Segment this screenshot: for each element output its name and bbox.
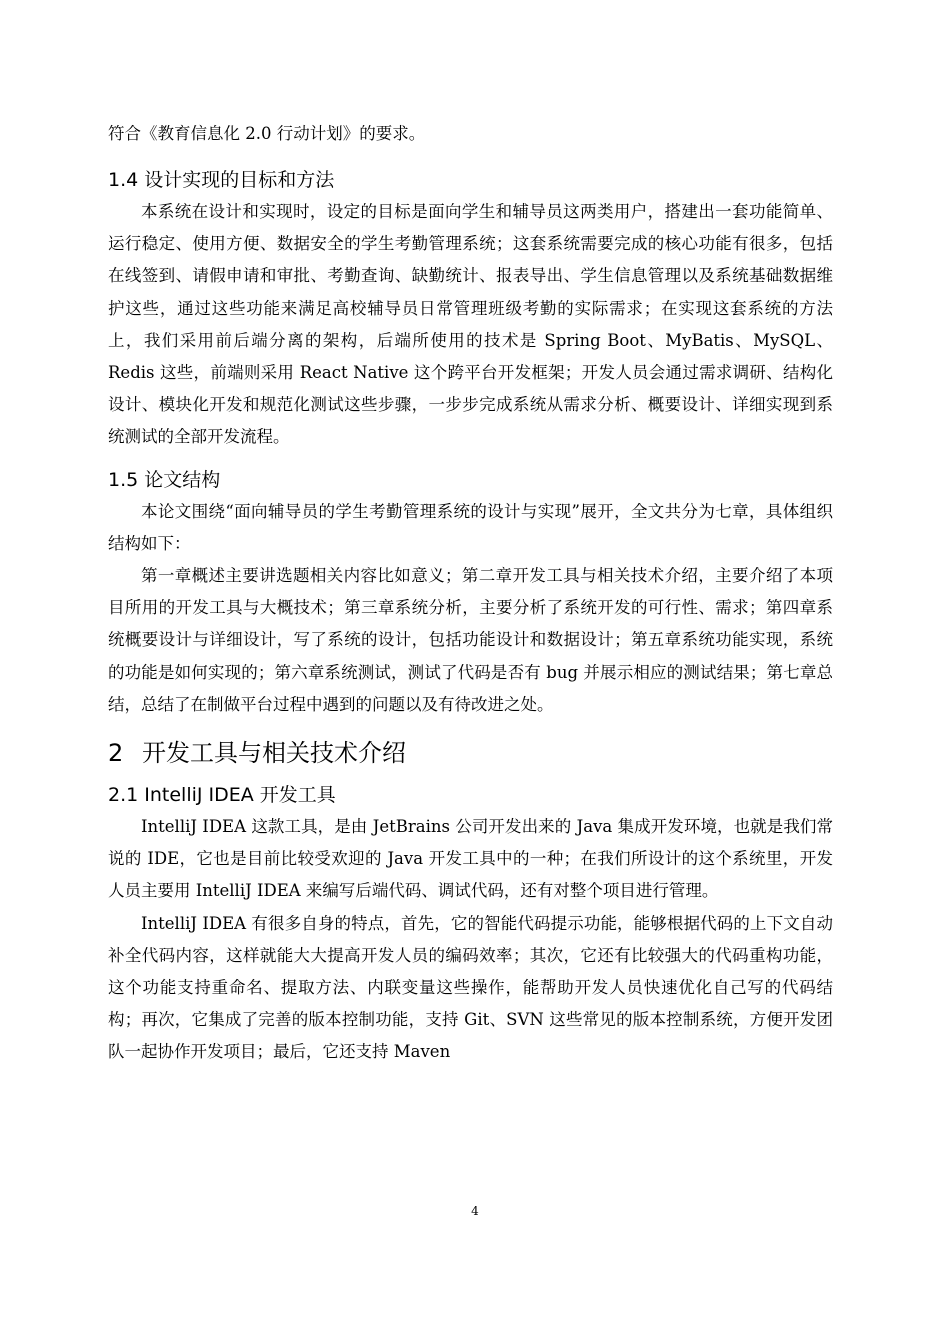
section-2-1 [108,781,833,1069]
chapter-title: 开发工具与相关技术介绍 [142,739,406,768]
page-content [108,118,833,1081]
page-number: 4 [471,1204,479,1218]
chapter-heading [108,735,833,771]
body-paragraph: 第一章概述主要讲选题相关内容比如意义；第二章开发工具与相关技术介绍，主要介绍了本项目所用的开发工具与大概技术；第三章系统分析，主要分析了系统开发的可行性、需求；第四章系统概要设计与详细设计，写了系统的设计，包括功能设计和数据设计；第五章系统功能实现，系统的功能是如何实现的；第六章系统测试，测试了代码是否有 bug 并展示相应的测试结果；第七章总结，总结了在制做平台过程中遇到的问题以及有待改进之处。 [108,566,833,714]
section-heading: 1.4 设计实现的目标和方法 [108,169,335,191]
body-paragraph: 本系统在设计和实现时，设定的目标是面向学生和辅导员这两类用户，搭建出一套功能简单、运行稳定、使用方便、数据安全的学生考勤管理系统；这套系统需要完成的核心功能有很多，包括在线签到、请假申请和审批、考勤查询、缺勤统计、报表导出、学生信息管理以及系统基础数据维护这些，通过这些功能来满足高校辅导员日常管理班级考勤的实际需求；在实现这套系统的方法上，我们采用前后端分离的架构，后端所使用的技术是 Spring Boot、MyBatis、MySQL、Redis 这些，前端则采用 React Native 这个跨平台开发框架；开发人员会通过需求调研、结构化设计、模块化开发和规范化测试这些步骤，一步步完成系统从需求分析、概要设计、详细实现到系统测试的全部开发流程。 [108,202,833,447]
body-paragraph: 本论文围绕“面向辅导员的学生考勤管理系统的设计与实现”展开，全文共分为七章，具体组织结构如下： [108,501,833,553]
section-heading: 1.5 论文结构 [108,468,221,491]
section-heading: 2.1 IntelliJ IDEA 开发工具 [108,784,336,807]
chapter-number: 2 [108,739,124,768]
body-paragraph: IntelliJ IDEA 这款工具，是由 JetBrains 公司开发出来的 Java 集成开发环境，也就是我们常说的 IDE，它也是目前比较受欢迎的 Java 开发工具中的一种；在我们所设计的这个系统里，开发人员主要用 IntelliJ IDEA 来编写后端代码、调试代码，还有对整个项目进行管理。 [108,817,833,901]
body-paragraph: IntelliJ IDEA 有很多自身的特点，首先，它的智能代码提示功能，能够根据代码的上下文自动补全代码内容，这样就能大大提高开发人员的编码效率；其次，它还有比较强大的代码重构功能，这个功能支持重命名、提取方法、内联变量这些操作，能帮助开发人员快速优化自己写的代码结构；再次，它集成了完善的版本控制功能，支持 Git、SVN 这些常见的版本控制系统，方便开发团队一起协作开发项目；最后，它还支持 Maven [108,913,833,1062]
continued-paragraph: 符合《教育信息化 2.0 行动计划》的要求。 [108,124,426,143]
section-1-4 [108,166,833,454]
section-1-5 [108,466,833,721]
